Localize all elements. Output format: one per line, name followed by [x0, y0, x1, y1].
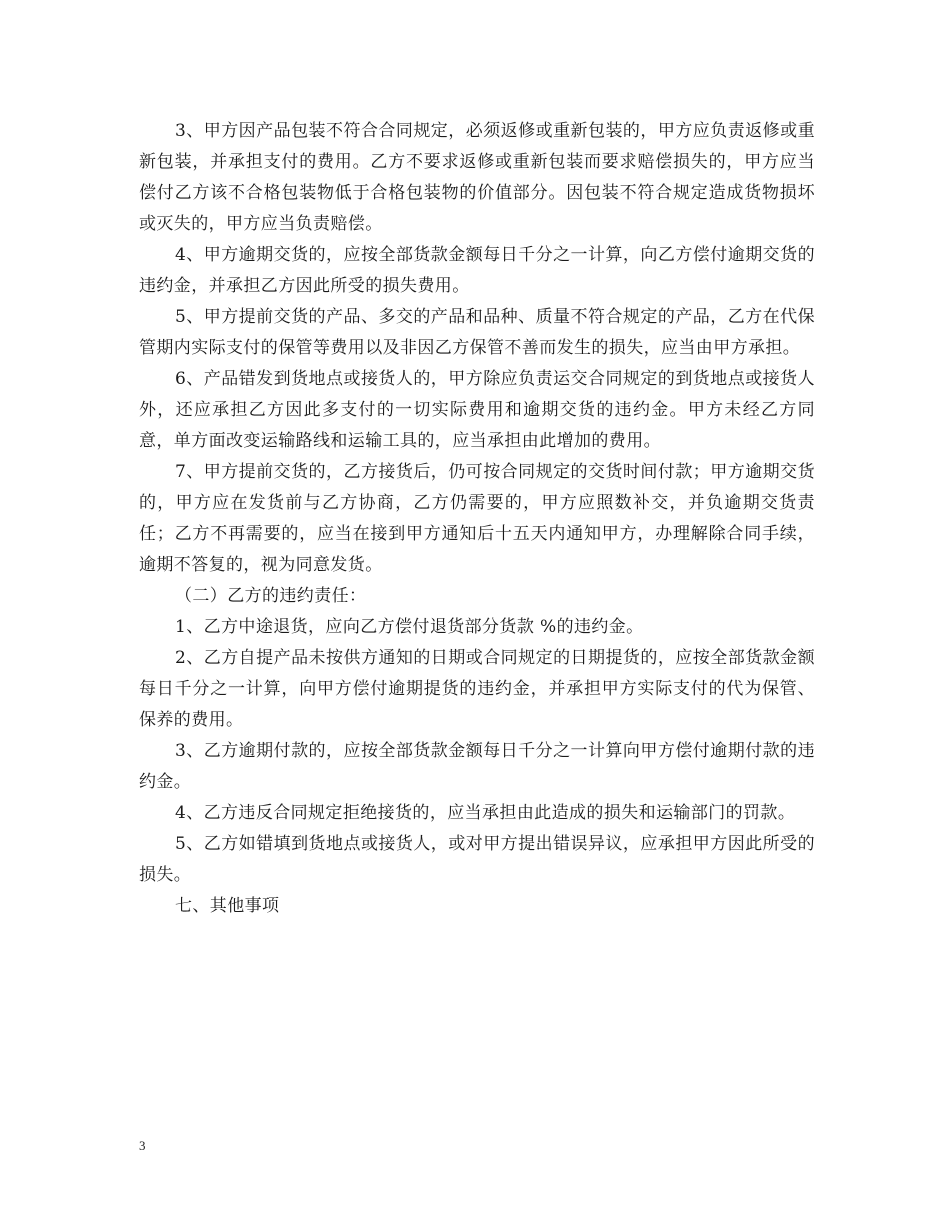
paragraph-clause-5-early-delivery: 5、甲方提前交货的产品、多交的产品和品种、质量不符合规定的产品，乙方在代保管期内实际支付的保管等费用以及非因乙方保管不善而发生的损失，应当由甲方承担。 — [139, 307, 815, 358]
paragraph-b-clause-5-wrong-address: 5、乙方如错填到货地点或接货人，或对甲方提出错误异议，应承担甲方因此所受的损失。 — [139, 834, 815, 885]
section-heading-party-b-liability: （二）乙方的违约责任： — [175, 586, 367, 606]
section-heading-other-matters: 七、其他事项 — [175, 896, 280, 916]
paragraph-clause-4-late-delivery: 4、甲方逾期交货的，应按全部货款金额每日千分之一计算，向乙方偿付逾期交货的违约金，并承担乙方因此所受的损失费用。 — [139, 245, 815, 296]
paragraph-b-clause-3-late-payment: 3、乙方逾期付款的，应按全部货款金额每日千分之一计算向甲方偿付逾期付款的违约金。 — [139, 741, 815, 792]
paragraph-b-clause-4-refusal: 4、乙方违反合同规定拒绝接货的，应当承担由此造成的损失和运输部门的罚款。 — [175, 803, 796, 823]
paragraph-clause-7-delivery-time: 7、甲方提前交货的，乙方接货后，仍可按合同规定的交货时间付款；甲方逾期交货的，甲方应在发货前与乙方协商，乙方仍需要的，甲方应照数补交，并负逾期交货责任；乙方不再需要的，应当在接到甲方通知后十五天内通知甲方，办理解除合同手续，逾期不答复的，视为同意发货。 — [139, 462, 815, 575]
paragraph-clause-3-packaging: 3、甲方因产品包装不符合合同规定，必须返修或重新包装的，甲方应负责返修或重新包装，并承担支付的费用。乙方不要求返修或重新包装而要求赔偿损失的，甲方应当偿付乙方该不合格包装物低于合格包装物的价值部分。因包装不符合规定造成货物损坏或灭失的，甲方应当负责赔偿。 — [139, 121, 815, 234]
document-body — [139, 116, 815, 922]
paragraph-clause-6-misdelivery: 6、产品错发到货地点或接货人的，甲方除应负责运交合同规定的到货地点或接货人外，还应承担乙方因此多支付的一切实际费用和逾期交货的违约金。甲方未经乙方同意，单方面改变运输路线和运输工具的，应当承担由此增加的费用。 — [139, 369, 815, 451]
page-number: 3 — [139, 1138, 146, 1153]
paragraph-b-clause-2-pickup: 2、乙方自提产品未按供方通知的日期或合同规定的日期提货的，应按全部货款金额每日千分之一计算，向甲方偿付逾期提货的违约金，并承担甲方实际支付的代为保管、保养的费用。 — [139, 648, 815, 730]
paragraph-b-clause-1-return: 1、乙方中途退货，应向乙方偿付退货部分货款 %的违约金。 — [175, 617, 644, 637]
